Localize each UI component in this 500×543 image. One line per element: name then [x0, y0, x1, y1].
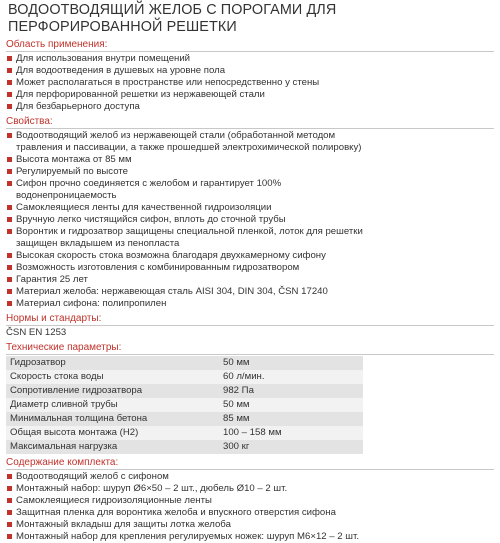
list-item: Гарантия 25 лет: [6, 274, 494, 286]
bullet-square-icon: [7, 217, 12, 222]
list-item: Материал желоба: нержавеющая сталь AISI 304, DIN 304, ČSN 17240: [6, 286, 494, 298]
param-label: Общая высота монтажа (H2): [6, 426, 219, 440]
bullet-square-icon: [7, 277, 12, 282]
bullet-square-icon: [7, 229, 12, 234]
application-list: [6, 53, 494, 113]
bullet-square-icon: [7, 104, 12, 109]
technical-table: [6, 356, 363, 454]
section-divider: [6, 128, 494, 129]
param-label: Сопротивление гидрозатвора: [6, 384, 219, 398]
list-item: Возможность изготовления с комбинированным гидрозатвором: [6, 262, 494, 274]
application-heading: Область применения:: [6, 39, 108, 50]
list-item: Самоклеящиеся ленты для качественной гидроизоляции: [6, 202, 494, 214]
list-item: Воронтик и гидрозатвор защищены специальной пленкой, лоток для решетки защищен вкладышем из пенопласта: [6, 226, 494, 250]
param-value: 60 л/мин.: [219, 370, 363, 384]
param-label: Минимальная толщина бетона: [6, 412, 219, 426]
param-value: 50 мм: [219, 356, 363, 370]
bullet-square-icon: [7, 253, 12, 258]
list-item: Материал сифона: полипропилен: [6, 298, 494, 310]
section-divider: [6, 325, 494, 326]
list-item: Для перфорированной решетки из нержавеющей стали: [6, 89, 494, 101]
bullet-square-icon: [7, 534, 12, 539]
standards-heading: Нормы и стандарты:: [6, 313, 102, 324]
list-item: Монтажный набор для крепления регулируемых ножек: шуруп M6×12 – 2 шт.: [6, 531, 494, 543]
standards-text: ČSN EN 1253: [6, 327, 67, 338]
bullet-square-icon: [7, 301, 12, 306]
table-row: [6, 426, 363, 440]
param-label: Гидрозатвор: [6, 356, 219, 370]
list-item: Водоотводящий желоб из нержавеющей стали (обработанной методом травления и пассивации, а также прошедшей электрохимической полировку): [6, 130, 494, 154]
bullet-square-icon: [7, 522, 12, 527]
list-item: Для использования внутри помещений: [6, 53, 494, 65]
list-item: Монтажный набор: шуруп Ø6×50 – 2 шт., дюбель Ø10 – 2 шт.: [6, 483, 494, 495]
bullet-square-icon: [7, 498, 12, 503]
bullet-square-icon: [7, 169, 12, 174]
section-divider: [6, 469, 494, 470]
table-row: [6, 356, 363, 370]
table-row: [6, 440, 363, 454]
technical-heading: Технические параметры:: [6, 342, 122, 353]
list-item: Сифон прочно соединяется с желобом и гарантирует 100% водонепроницаемость: [6, 178, 494, 202]
bullet-square-icon: [7, 510, 12, 515]
bullet-square-icon: [7, 181, 12, 186]
bullet-square-icon: [7, 133, 12, 138]
table-row: [6, 412, 363, 426]
param-label: Скорость стока воды: [6, 370, 219, 384]
list-item: Для водоотведения в душевых на уровне пола: [6, 65, 494, 77]
list-item: Регулируемый по высоте: [6, 166, 494, 178]
list-item: Водоотводящий желоб с сифоном: [6, 471, 494, 483]
list-item: Может располагаться в пространстве или непосредственно у стены: [6, 77, 494, 89]
param-value: 85 мм: [219, 412, 363, 426]
properties-list: [6, 130, 494, 310]
bullet-square-icon: [7, 289, 12, 294]
bullet-square-icon: [7, 265, 12, 270]
section-divider: [6, 51, 494, 52]
list-item: Высота монтажа от 85 мм: [6, 154, 494, 166]
properties-heading: Свойства:: [6, 116, 53, 127]
bullet-square-icon: [7, 68, 12, 73]
param-label: Диаметр сливной трубы: [6, 398, 219, 412]
section-divider: [6, 354, 494, 355]
table-row: [6, 384, 363, 398]
list-item: Высокая скорость стока возможна благодаря двухкамерному сифону: [6, 250, 494, 262]
param-value: 50 мм: [219, 398, 363, 412]
param-value: 300 кг: [219, 440, 363, 454]
bullet-square-icon: [7, 56, 12, 61]
param-value: 100 – 158 мм: [219, 426, 363, 440]
table-row: [6, 370, 363, 384]
package-heading: Содержание комплекта:: [6, 457, 119, 468]
list-item: Для безбарьерного доступа: [6, 101, 494, 113]
list-item: Монтажный вкладыш для защиты лотка желоба: [6, 519, 494, 531]
package-list: [6, 471, 494, 543]
param-value: 982 Па: [219, 384, 363, 398]
page-title: [8, 2, 494, 35]
title-line-1: ВОДООТВОДЯЩИЙ ЖЕЛОБ С ПОРОГАМИ ДЛЯ: [8, 2, 337, 18]
bullet-square-icon: [7, 486, 12, 491]
list-item: Самоклеящиеся гидроизоляционные ленты: [6, 495, 494, 507]
param-label: Максимальная нагрузка: [6, 440, 219, 454]
bullet-square-icon: [7, 80, 12, 85]
bullet-square-icon: [7, 92, 12, 97]
bullet-square-icon: [7, 205, 12, 210]
bullet-square-icon: [7, 474, 12, 479]
bullet-square-icon: [7, 157, 12, 162]
title-line-2: ПЕРФОРИРОВАННОЙ РЕШЕТКИ: [8, 18, 237, 35]
list-item: Защитная пленка для воронтика желоба и впускного отверстия сифона: [6, 507, 494, 519]
list-item: Вручную легко чистящийся сифон, вплоть до сточной трубы: [6, 214, 494, 226]
table-row: [6, 398, 363, 412]
